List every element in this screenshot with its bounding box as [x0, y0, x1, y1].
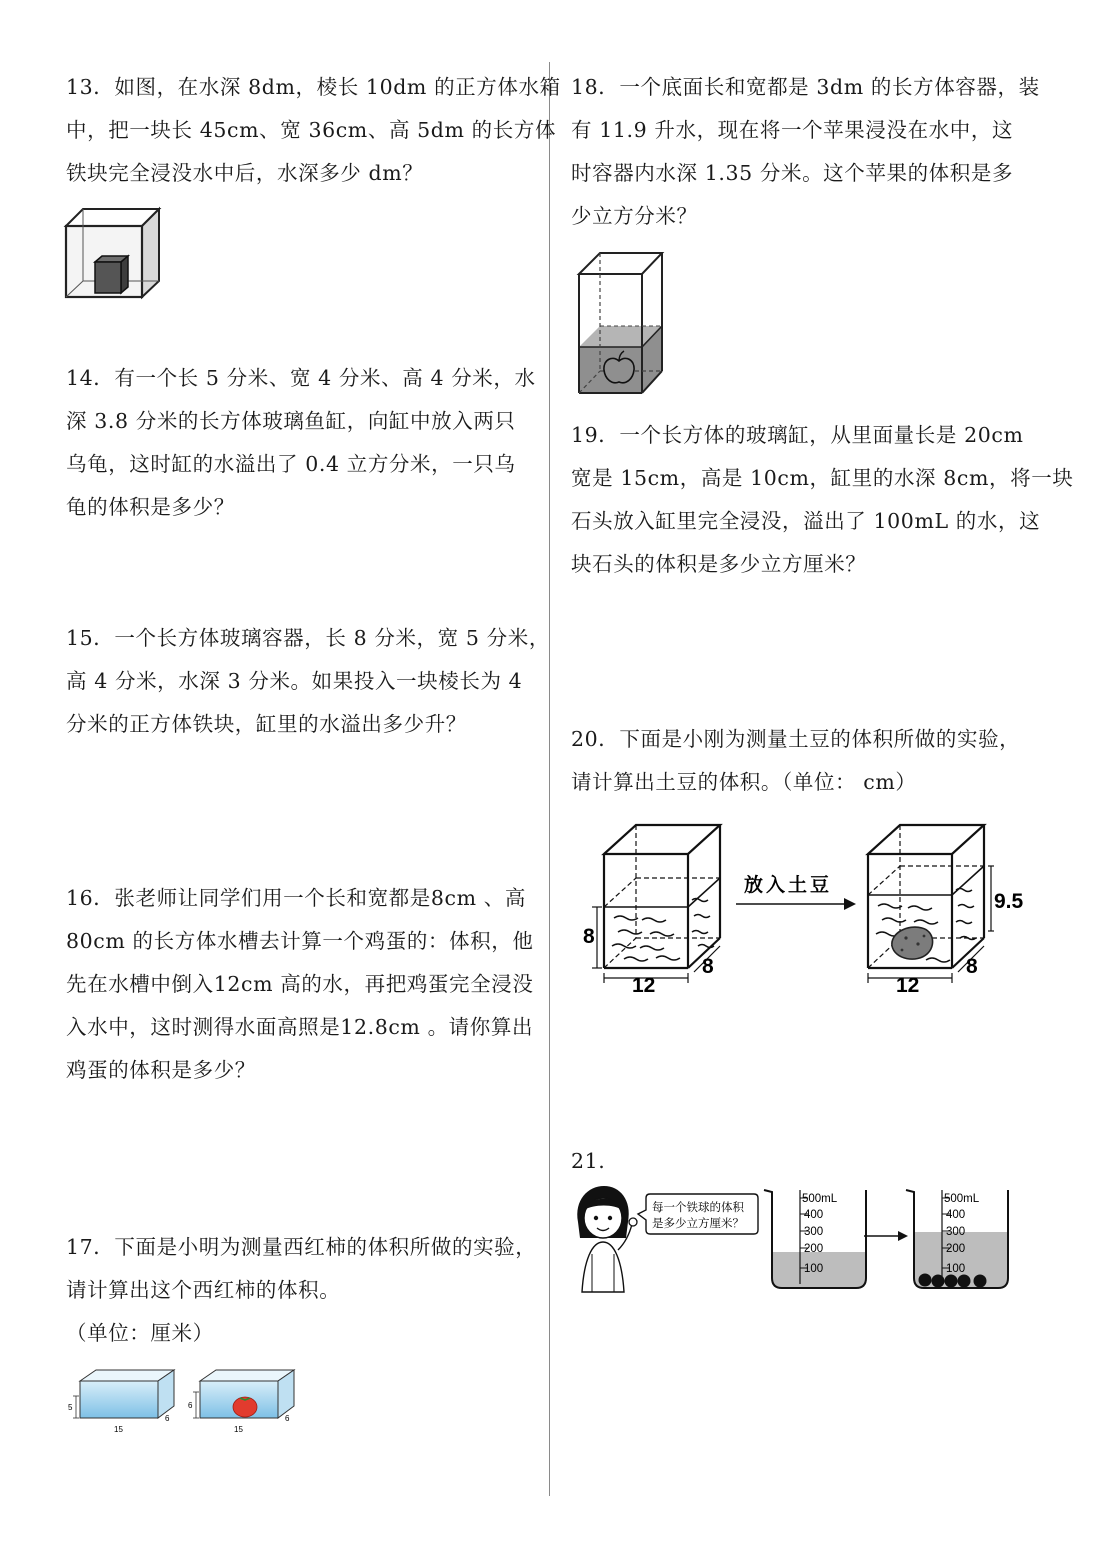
question-20-line-1: 20．下面是小刚为测量土豆的体积所做的实验，	[571, 727, 1021, 751]
q20-after-width-label: 8	[966, 955, 978, 978]
question-19	[571, 414, 1073, 586]
question-17-line-2: 请计算出这个西红柿的体积。	[66, 1278, 341, 1302]
question-17-line-3: （单位：厘米）	[66, 1321, 214, 1345]
q20-after-length-label: 12	[896, 974, 920, 997]
potato-icon	[892, 927, 933, 959]
speech-line-1: 每一个铁球的体积	[652, 1202, 744, 1214]
q17-before-width-label: 6	[165, 1414, 170, 1423]
question-16-line-5: 鸡蛋的体积是多少？	[66, 1058, 256, 1082]
q17-tank-after	[188, 1370, 294, 1434]
question-13-line-1: 13．如图，在水深 8dm，棱长 10dm 的正方体水箱	[66, 75, 561, 99]
beaker-before-500: 500mL	[802, 1193, 838, 1205]
speech-line-2: 是多少立方厘米？	[652, 1218, 744, 1230]
question-14	[66, 357, 536, 529]
beaker-after	[906, 1190, 1008, 1288]
question-18-line-4: 少立方分米？	[571, 204, 698, 228]
q20-before-width-label: 8	[702, 955, 714, 978]
q20-before-height-label: 8	[583, 925, 595, 948]
q17-tank-before	[68, 1370, 174, 1434]
question-17	[66, 1226, 536, 1355]
q18-apple-container-figure	[576, 250, 668, 396]
beaker-after-300: 300	[946, 1226, 966, 1238]
beaker-before-400: 400	[804, 1209, 824, 1221]
q17-tomato-experiment-figure	[64, 1362, 300, 1438]
beaker-after-200: 200	[946, 1243, 966, 1255]
question-20	[571, 718, 1020, 804]
question-19-line-3: 石头放入缸里完全浸没，溢出了 100mL 的水，这	[571, 509, 1041, 533]
question-14-line-3: 乌龟，这时缸的水溢出了 0.4 立方分米，一只乌	[66, 452, 516, 476]
girl-icon	[577, 1186, 637, 1292]
question-13-line-2: 中，把一块长 45cm、宽 36cm、高 5dm 的长方体	[66, 118, 557, 142]
question-16-line-1: 16．张老师让同学们用一个长和宽都是8cm 、高	[66, 886, 526, 910]
question-19-line-4: 块石头的体积是多少立方厘米？	[571, 552, 867, 576]
question-13	[66, 66, 561, 195]
question-15-line-1: 15．一个长方体玻璃容器，长 8 分米，宽 5 分米，	[66, 626, 550, 650]
beaker-after-500: 500mL	[944, 1193, 980, 1205]
beaker-before	[764, 1190, 866, 1288]
beaker-before-200: 200	[804, 1243, 824, 1255]
q17-after-width-label: 6	[285, 1414, 290, 1423]
question-17-line-1: 17．下面是小明为测量西红柿的体积所做的实验，	[66, 1235, 537, 1259]
beaker-after-400: 400	[946, 1209, 966, 1221]
question-14-line-2: 深 3.8 分米的长方体玻璃鱼缸，向缸中放入两只	[66, 409, 516, 433]
question-14-line-4: 龟的体积是多少？	[66, 495, 235, 519]
beaker-after-100: 100	[946, 1263, 966, 1275]
question-20-line-2: 请计算出土豆的体积。（单位： cm）	[571, 770, 917, 794]
q21-iron-ball-figure	[568, 1180, 1018, 1296]
question-15-line-2: 高 4 分米，水深 3 分米。如果投入一块棱长为 4	[66, 669, 523, 693]
question-19-line-2: 宽是 15cm，高是 10cm，缸里的水深 8cm，将一块	[571, 466, 1074, 490]
question-16-line-4: 入水中，这时测得水面高照是12.8cm 。请你算出	[66, 1015, 534, 1039]
q17-after-length-label: 15	[234, 1425, 243, 1434]
q20-potato-experiment-figure	[580, 820, 1040, 998]
question-16-line-2: 80cm 的长方体水槽去计算一个鸡蛋的：体积，他	[66, 929, 534, 953]
q17-before-length-label: 15	[114, 1425, 123, 1434]
q20-action-label: 放入土豆	[744, 875, 833, 896]
q20-after-height-label: 9.5	[994, 890, 1024, 913]
question-15	[66, 617, 550, 746]
q21-arrow	[864, 1231, 908, 1241]
q17-before-height-label: 5	[68, 1403, 73, 1412]
speech-bubble	[638, 1194, 758, 1234]
q13-cube-tank-figure	[62, 205, 166, 301]
q20-action-arrow	[736, 898, 856, 910]
q17-after-height-label: 6	[188, 1401, 193, 1410]
column-divider	[549, 62, 550, 1496]
question-18	[571, 66, 1040, 238]
question-18-line-1: 18．一个底面长和宽都是 3dm 的长方体容器，装	[571, 75, 1040, 99]
question-18-line-3: 时容器内水深 1.35 分米。这个苹果的体积是多	[571, 161, 1014, 185]
question-21	[571, 1140, 605, 1183]
question-14-line-1: 14．有一个长 5 分米、宽 4 分米、高 4 分米，水	[66, 366, 536, 390]
question-16	[66, 877, 533, 1092]
question-18-line-2: 有 11.9 升水，现在将一个苹果浸没在水中，这	[571, 118, 1014, 142]
q20-before-length-label: 12	[632, 974, 656, 997]
question-21-number: 21.	[571, 1149, 606, 1173]
beaker-before-100: 100	[804, 1263, 824, 1275]
question-19-line-1: 19．一个长方体的玻璃缸，从里面量长是 20cm	[571, 423, 1024, 447]
question-15-line-3: 分米的正方体铁块，缸里的水溢出多少升？	[66, 712, 467, 736]
question-13-line-3: 铁块完全浸没水中后，水深多少 dm？	[66, 161, 424, 185]
q20-tank-before	[592, 825, 720, 983]
question-16-line-3: 先在水槽中倒入12cm 高的水，再把鸡蛋完全浸没	[66, 972, 534, 996]
beaker-before-300: 300	[804, 1226, 824, 1238]
